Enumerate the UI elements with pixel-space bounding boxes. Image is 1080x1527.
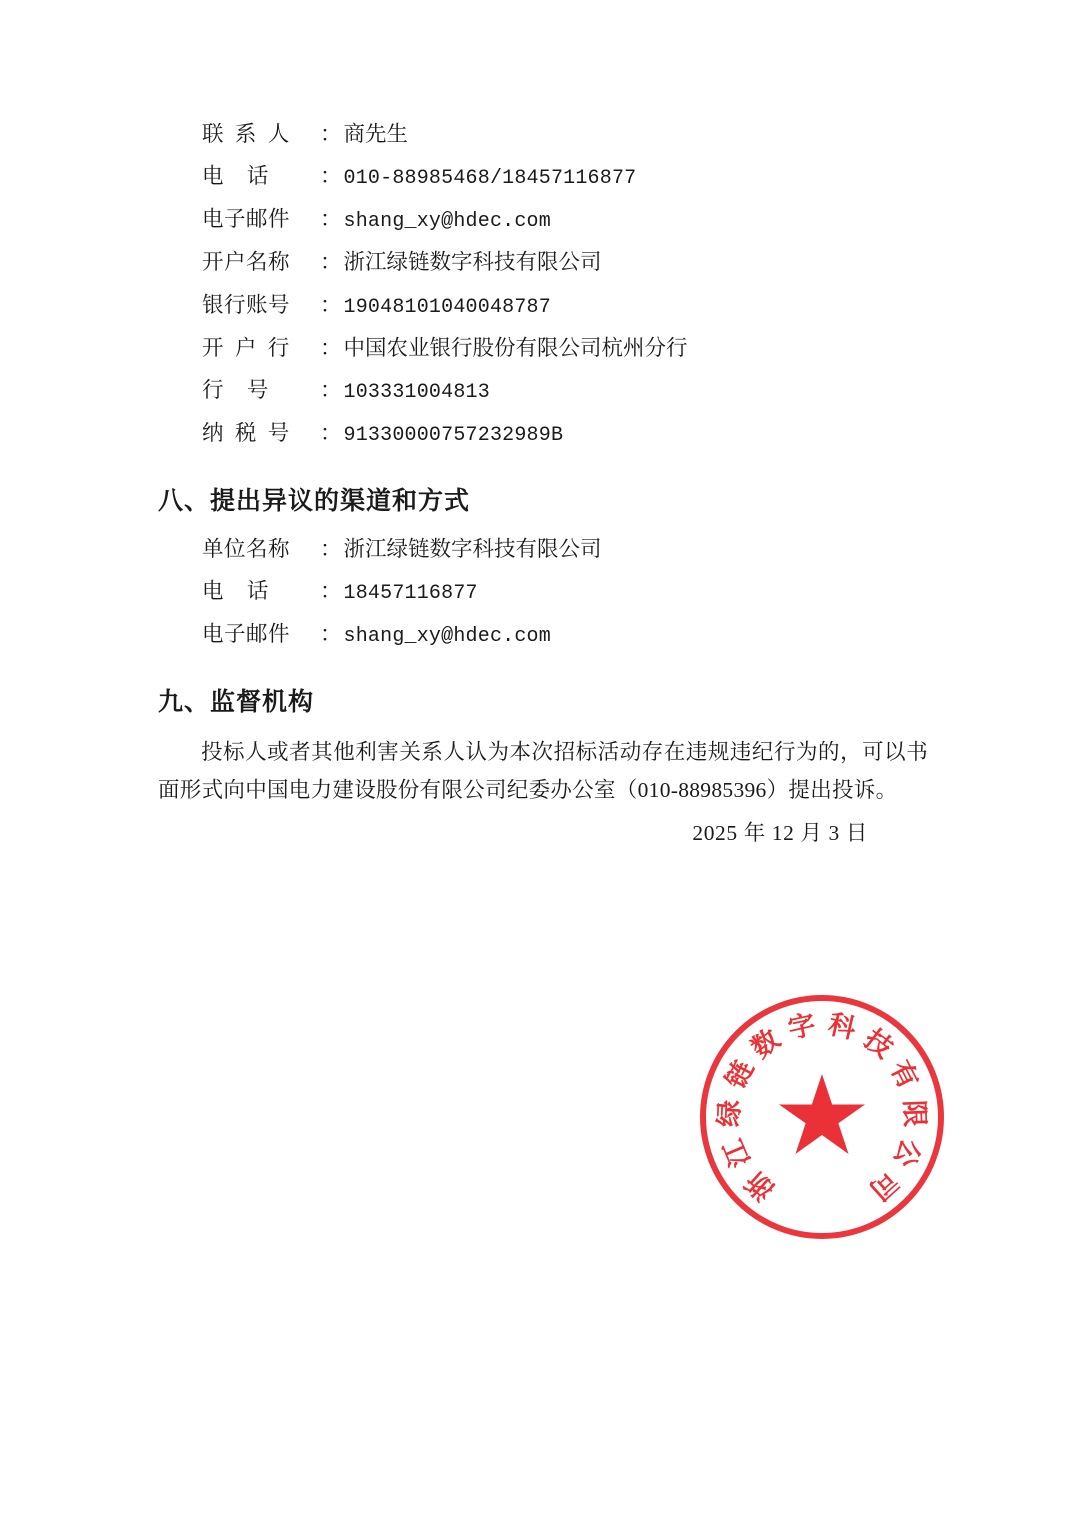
info-label: 联 系 人: [202, 122, 293, 146]
colon: ：: [320, 536, 342, 561]
info-value: 商先生: [343, 122, 409, 146]
info-row: [202, 289, 928, 323]
info-value: 中国农业银行股份有限公司杭州分行: [343, 335, 688, 360]
colon: ：: [320, 250, 342, 275]
objection-info-list: [158, 533, 928, 652]
info-label: 单位名称: [202, 536, 291, 561]
document-date: 2025 年 12 月 3 日: [692, 820, 868, 845]
info-label: 电 话: [202, 164, 278, 189]
info-row: [202, 332, 928, 365]
document-body: [158, 118, 928, 847]
info-value: shang_xy@hdec.com: [343, 210, 551, 234]
colon: ：: [320, 164, 342, 189]
colon: ：: [320, 292, 342, 317]
info-row: [202, 618, 928, 652]
info-row: [202, 118, 928, 151]
info-value: 010-88985468/18457116877: [343, 167, 637, 191]
colon: ：: [320, 335, 342, 360]
info-label: 电子邮件: [202, 207, 291, 232]
info-value: shang_xy@hdec.com: [343, 625, 551, 649]
colon: ：: [320, 579, 342, 604]
info-row: [202, 575, 928, 609]
info-label: 行 号: [202, 377, 278, 402]
info-label: 银行账号: [202, 292, 291, 317]
info-value: 18457116877: [343, 582, 478, 606]
info-value: 浙江绿链数字科技有限公司: [343, 250, 602, 275]
company-seal-stamp: [700, 995, 944, 1239]
info-label: 纳 税 号: [202, 420, 293, 445]
colon: ：: [320, 207, 342, 232]
colon: ：: [320, 377, 342, 402]
info-row: [202, 160, 928, 194]
colon: ：: [320, 622, 342, 647]
seal-text: 浙 江 绿 链 数 字 科 技 有 限 公 司: [714, 1009, 930, 1206]
info-value: 19048101040048787: [343, 295, 551, 319]
colon: ：: [320, 420, 342, 445]
supervision-paragraph: 投标人或者其他利害关系人认为本次招标活动存在违规违纪行为的，可以书面形式向中国电力建设股份有限公司纪委办公室（010-88985396）提出投诉。: [158, 740, 928, 802]
info-value: 浙江绿链数字科技有限公司: [343, 536, 602, 561]
info-row: [202, 203, 928, 237]
info-label: 电子邮件: [202, 622, 291, 647]
info-label: 开 户 行: [202, 335, 293, 360]
section-heading-eight: 八、提出异议的渠道和方式: [158, 487, 471, 515]
section-heading-nine: 九、监督机构: [158, 689, 315, 717]
info-label: 开户名称: [202, 250, 291, 275]
info-value: 103331004813: [343, 380, 490, 404]
colon: ：: [320, 122, 342, 146]
info-value: 91330000757232989B: [343, 423, 564, 447]
info-row: [202, 246, 928, 279]
info-row: [202, 533, 928, 566]
info-label: 电 话: [202, 579, 278, 604]
contact-info-list: [158, 118, 928, 451]
info-row: [202, 417, 928, 451]
info-row: [202, 374, 928, 408]
